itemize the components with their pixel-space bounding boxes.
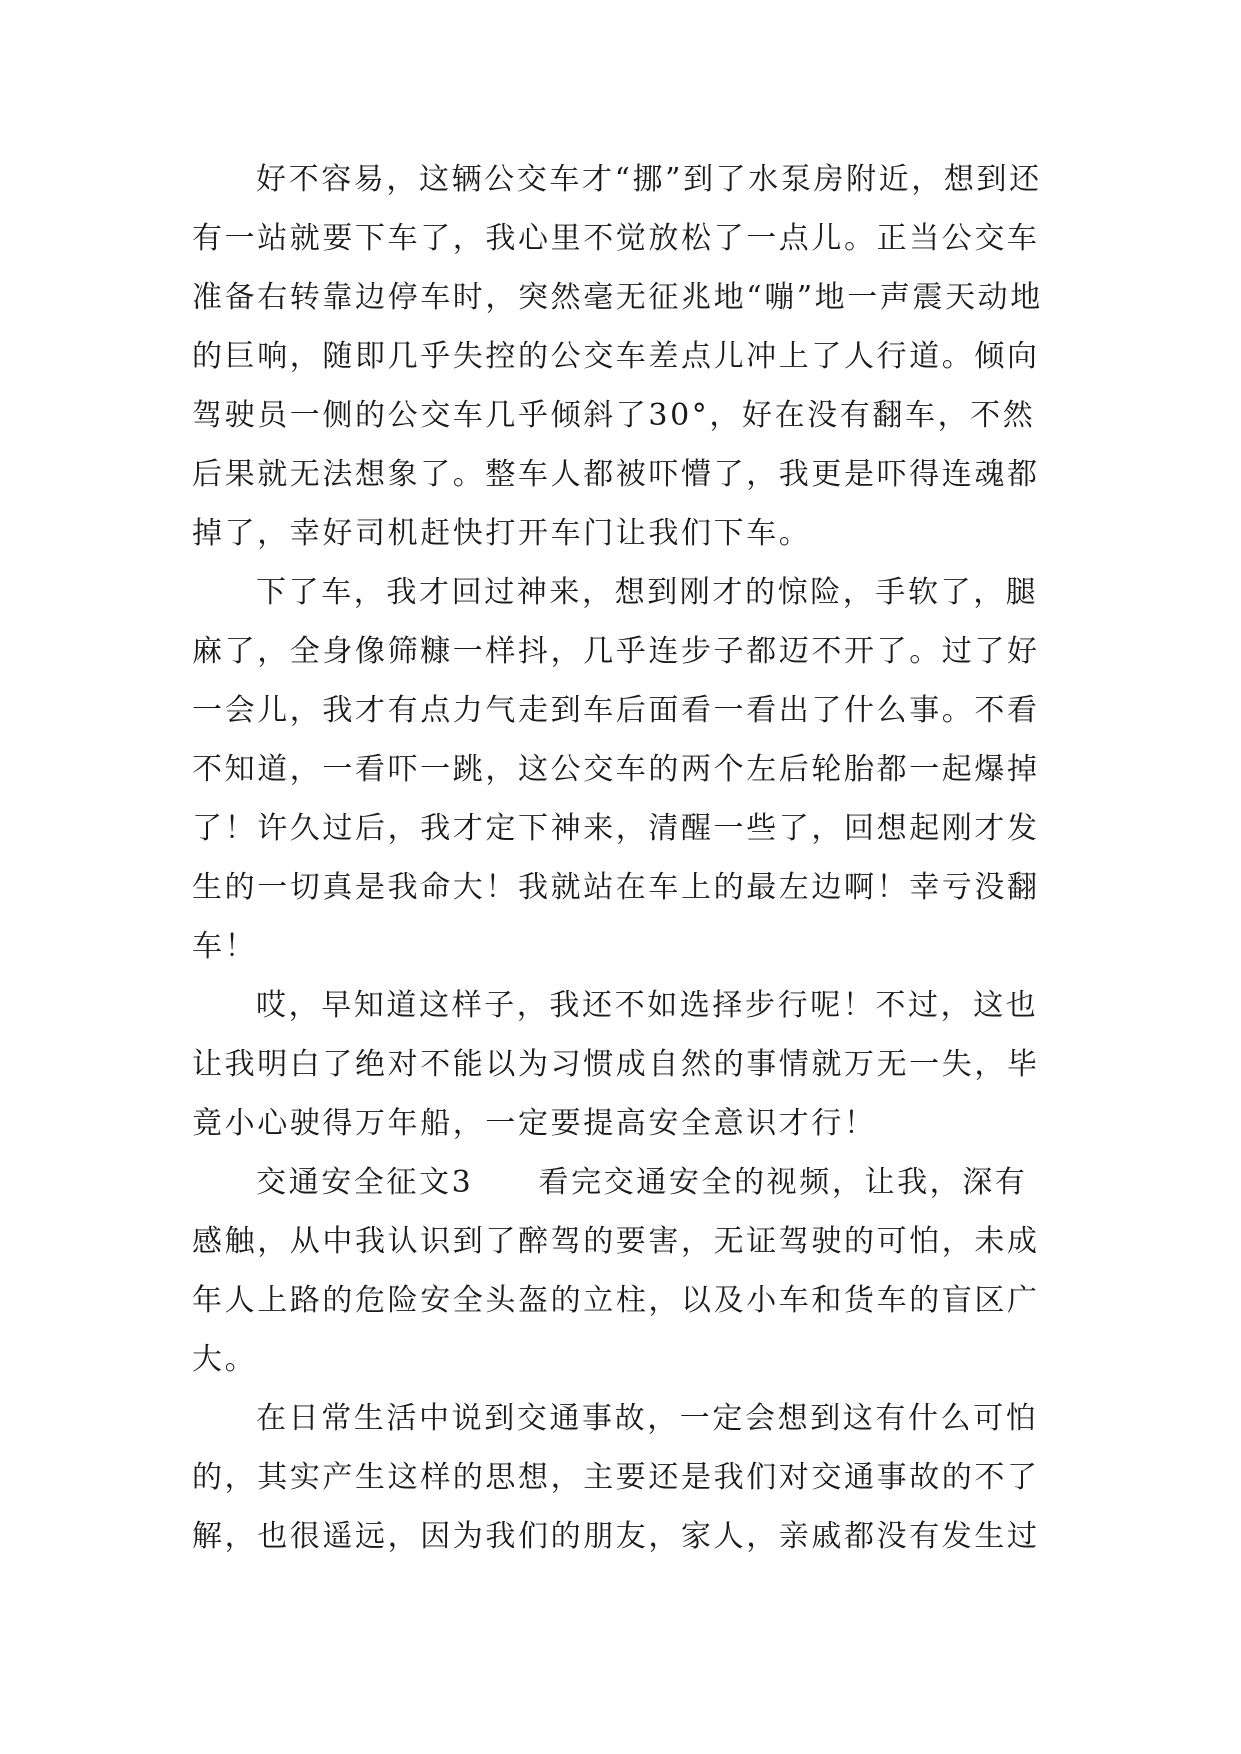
paragraph-lesson-learned: 哎，早知道这样子，我还不如选择步行呢！不过，这也让我明白了绝对不能以为习惯成自然的事情就万无一失，毕竟小心驶得万年船，一定要提高安全意识才行！ <box>192 988 1040 1141</box>
paragraph-essay-3-start: 交通安全征文3 看完交通安全的视频，让我，深有感触，从中我认识到了醉驾的要害，无证驾驶的可怕，未成年人上路的危险安全头盔的立柱，以及小车和货车的盲区广大。 <box>192 1165 1040 1377</box>
document-page <box>192 150 1052 1566</box>
paragraph-after-getting-off: 下了车，我才回过神来，想到刚才的惊险，手软了，腿麻了，全身像筛糠一样抖，几乎连步子都迈不开了。过了好一会儿，我才有点力气走到车后面看一看出了什么事。不看不知道，一看吓一跳，这公交车的两个左后轮胎都一起爆掉了！许久过后，我才定下神来，清醒一些了，回想起刚才发生的一切真是我命大！我就站在车上的最左边啊！幸亏没翻车！ <box>192 575 1040 964</box>
paragraph-bus-incident: 好不容易，这辆公交车才“挪”到了水泵房附近，想到还有一站就要下车了，我心里不觉放松了一点儿。正当公交车准备右转靠边停车时，突然毫无征兆地“嘣”地一声震天动地的巨响，随即几乎失控的公交车差点儿冲上了人行道。倾向驾驶员一侧的公交车几乎倾斜了30°，好在没有翻车，不然后果就无法想象了。整车人都被吓懵了，我更是吓得连魂都掉了，幸好司机赶快打开车门让我们下车。 <box>192 162 1043 551</box>
paragraph-daily-life: 在日常生活中说到交通事故，一定会想到这有什么可怕的，其实产生这样的思想，主要还是我们对交通事故的不了解，也很遥远，因为我们的朋友，家人，亲戚都没有发生过 <box>192 1401 1040 1554</box>
